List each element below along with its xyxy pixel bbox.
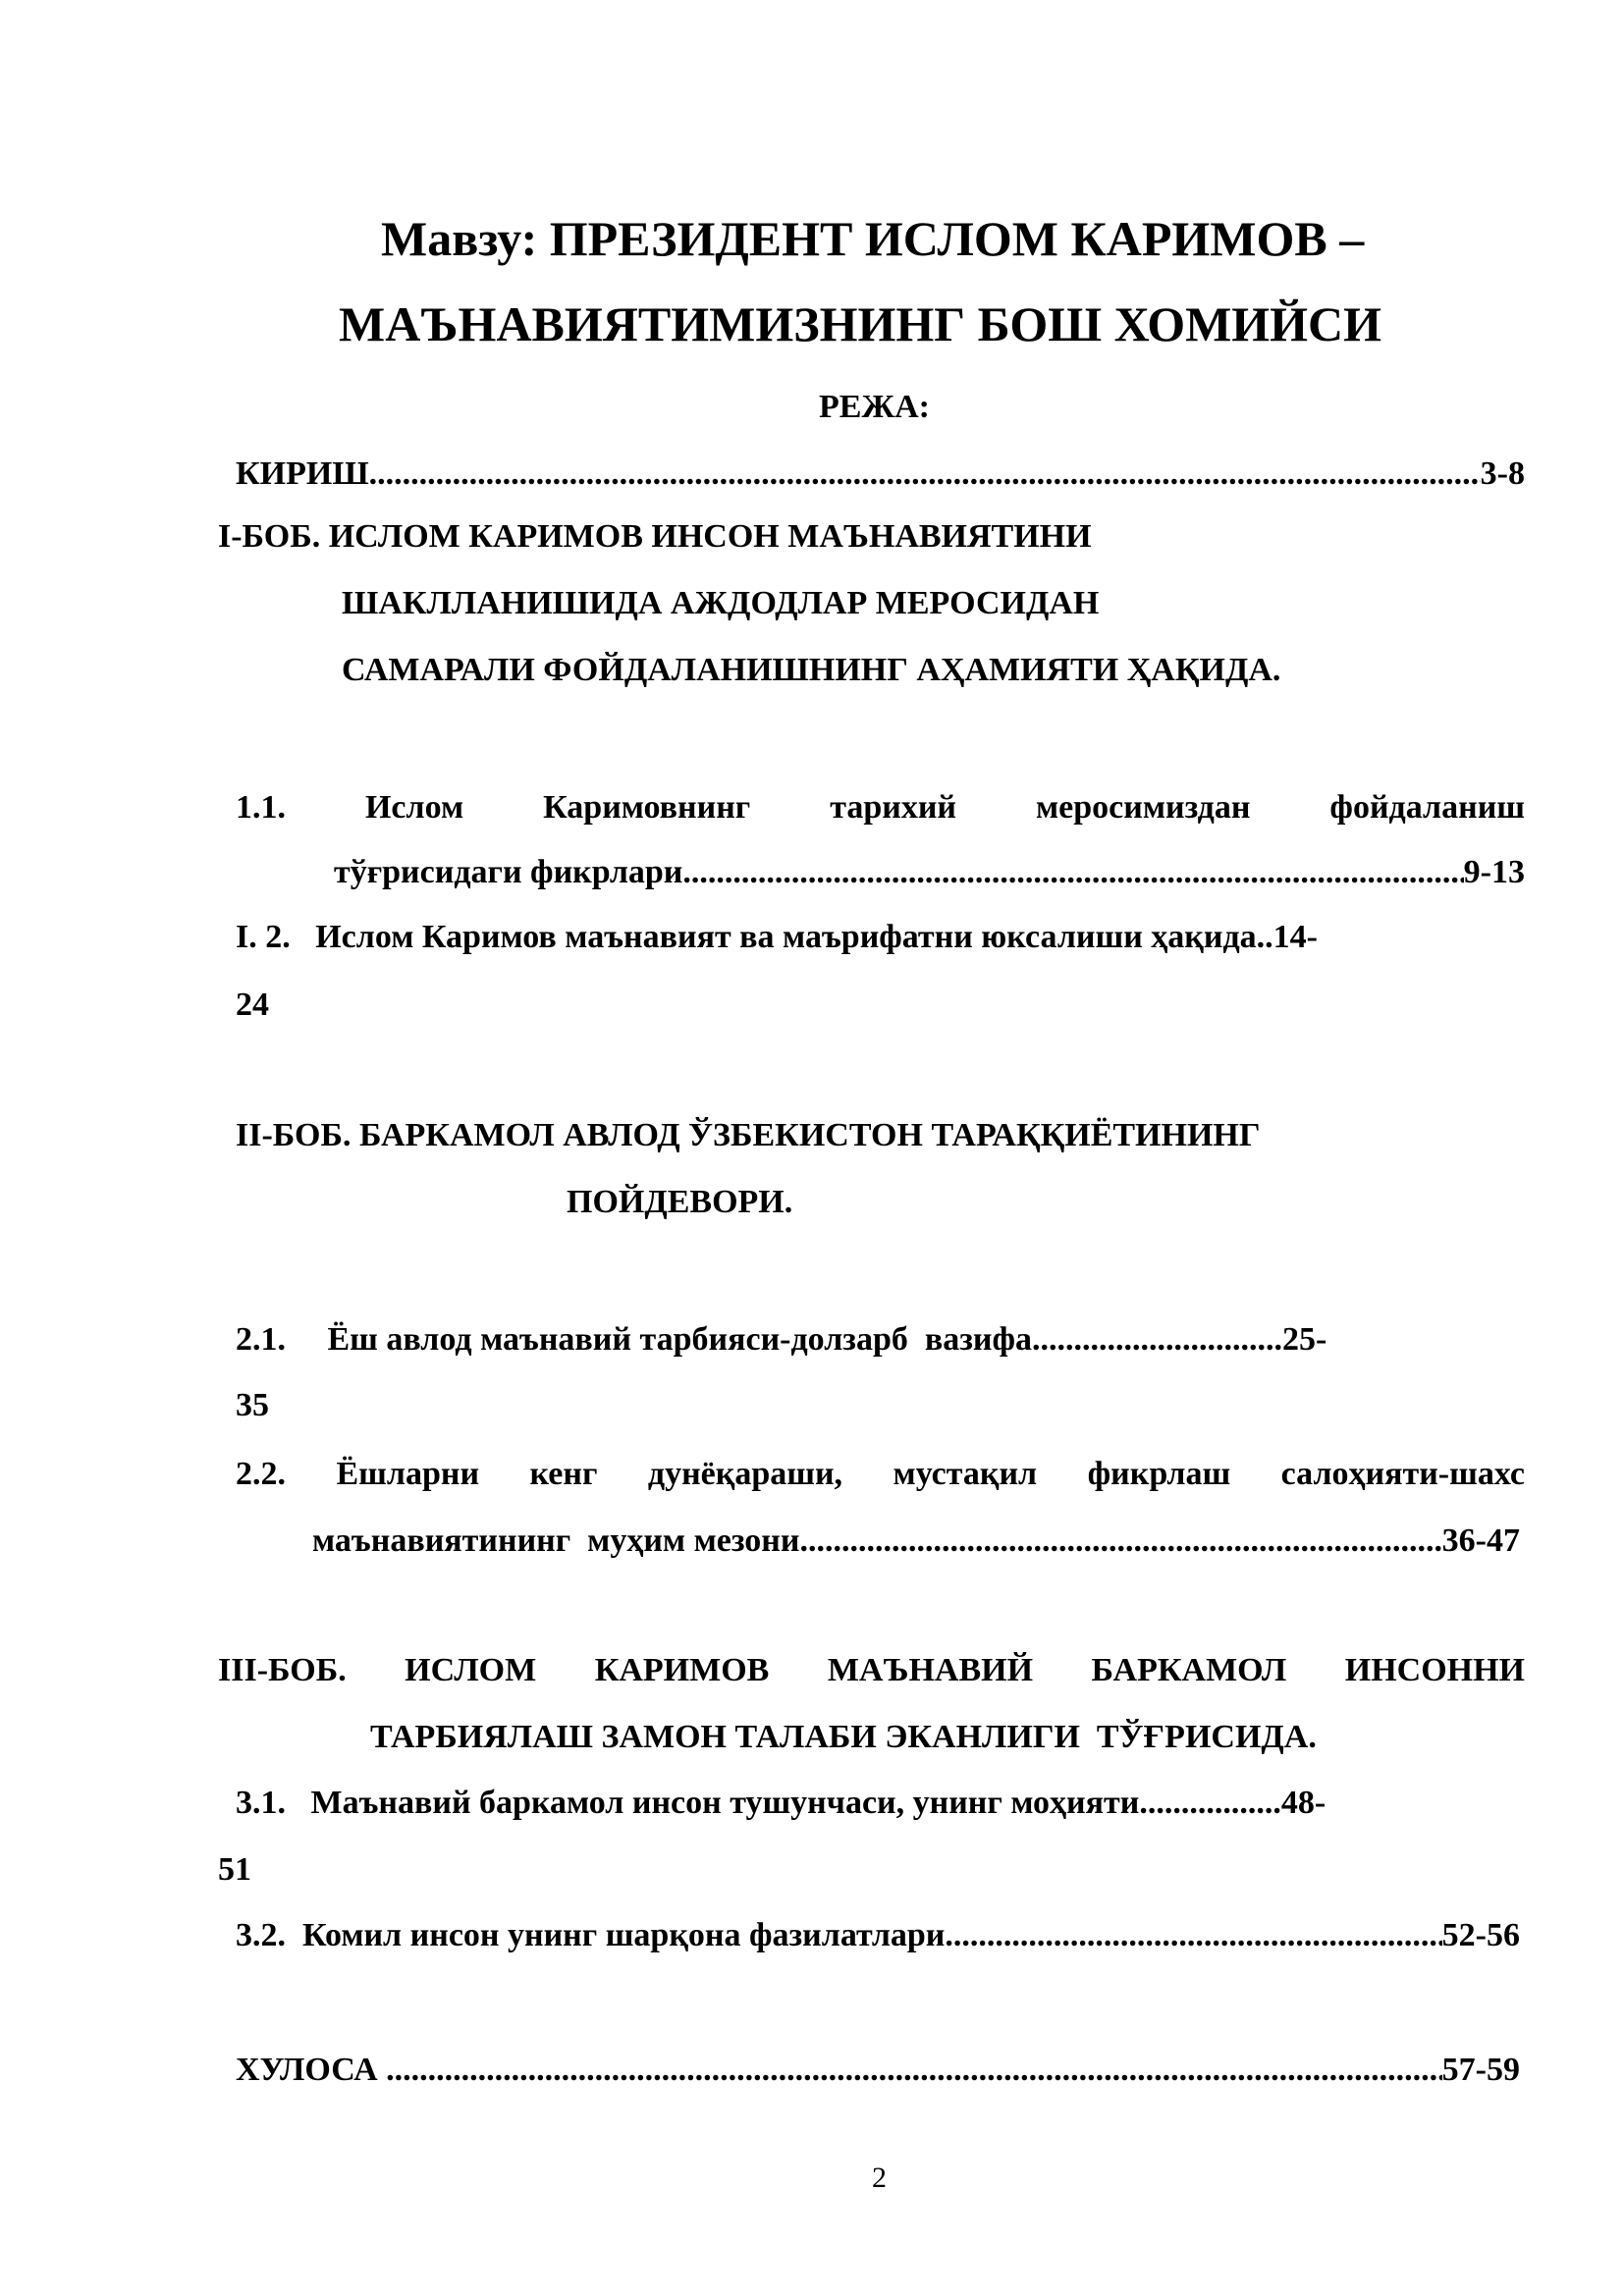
leader-dots	[682, 856, 1463, 889]
leader-dots	[945, 1919, 1441, 1952]
chapter-3-word: КАРИМОВ	[594, 1652, 770, 1688]
section-1-1-line-2	[334, 856, 1525, 889]
section-2-2-line-1	[236, 1458, 1525, 1491]
toc-conclusion	[236, 2054, 1520, 2087]
section-1-1-word: Ислом	[364, 789, 464, 826]
chapter-2-line-2: ПОЙДЕВОРИ.	[567, 1184, 793, 1220]
section-1-2-line-1: I. 2. Ислом Каримов маънавият ва маърифатни юксалиши ҳақида..14-	[236, 919, 1318, 955]
section-2-2-word: 2.2.	[236, 1456, 286, 1492]
leader-dots	[369, 457, 1481, 491]
chapter-1-line-3: САМАРАЛИ ФОЙДАЛАНИШНИНГ АҲАМИЯТИ ҲАҚИДА.	[342, 652, 1281, 688]
section-1-1-pages: 9-13	[1463, 854, 1525, 890]
section-1-1-word: фойдаланиш	[1329, 789, 1525, 826]
leader-dots	[386, 2054, 1442, 2087]
chapter-1-line-2: ШАКЛЛАНИШИДА АЖДОДЛАР МЕРОСИДАН	[342, 585, 1100, 621]
leader-dots	[800, 1524, 1442, 1558]
section-2-2-label: маънавиятининг муҳим мезони	[312, 1522, 800, 1559]
section-1-1-word: меросимиздан	[1036, 789, 1251, 826]
section-2-2-word: фикрлаш	[1087, 1456, 1231, 1492]
section-2-2-word: Ёшларни	[336, 1456, 480, 1492]
chapter-3-word: ИНСОННИ	[1344, 1652, 1525, 1688]
section-3-2-label: 3.2. Комил инсон унинг шарқона фазилатлари	[236, 1917, 946, 1953]
toc-intro-pages: 3-8	[1480, 455, 1525, 492]
toc-intro	[236, 457, 1525, 491]
toc-conclusion-label: ХУЛОСА	[236, 2052, 387, 2088]
chapter-1-line-1: I-БОБ. ИСЛОМ КАРИМОВ ИНСОН МАЪНАВИЯТИНИ	[218, 518, 1092, 555]
chapter-3-word: ИСЛОМ	[405, 1652, 537, 1688]
section-2-2-word: салоҳияти-шахс	[1280, 1456, 1525, 1492]
section-3-1-line-1: 3.1. Маънавий баркамол инсон тушунчаси, унинг моҳияти.................48-	[236, 1785, 1326, 1821]
chapter-3-word: МАЪНАВИЙ	[827, 1652, 1034, 1688]
section-1-1-line-1	[236, 791, 1525, 825]
title-line-2: МАЪНАВИЯТИМИЗНИНГ БОШ ХОМИЙСИ	[339, 296, 1382, 351]
section-2-2-line-2	[312, 1524, 1520, 1558]
section-1-1-label: тўғрисидаги фикрлари	[334, 854, 683, 890]
toc-conclusion-pages: 57-59	[1441, 2052, 1520, 2088]
section-1-2-line-2: 24	[236, 987, 269, 1023]
section-3-2-pages: 52-56	[1441, 1917, 1520, 1953]
section-2-2-word: дунёқараши,	[647, 1456, 843, 1492]
plan-heading: РЕЖА:	[819, 389, 930, 425]
chapter-3-word: III-БОБ.	[218, 1652, 347, 1688]
title-line-1: Мавзу: ПРЕЗИДЕНТ ИСЛОМ КАРИМОВ –	[381, 211, 1365, 266]
page-number: 2	[872, 2162, 887, 2194]
section-2-2-word: кенг	[529, 1456, 598, 1492]
section-2-2-word: мустақил	[893, 1456, 1038, 1492]
section-1-1-word: 1.1.	[236, 789, 286, 826]
chapter-3-line-2: ТАРБИЯЛАШ ЗАМОН ТАЛАБИ ЭКАНЛИГИ ТЎҒРИСИДА.	[370, 1719, 1317, 1755]
chapter-2-line-1: II-БОБ. БАРКАМОЛ АВЛОД ЎЗБЕКИСТОН ТАРАҚҚИЁТИНИНГ	[236, 1117, 1261, 1153]
section-1-1-word: Каримовнинг	[543, 789, 751, 826]
chapter-3-word: БАРКАМОЛ	[1091, 1652, 1287, 1688]
toc-intro-label: КИРИШ	[236, 455, 369, 492]
section-1-1-word: тарихий	[830, 789, 957, 826]
section-3-2	[236, 1919, 1520, 1952]
section-3-1-line-2: 51	[218, 1851, 251, 1888]
section-2-2-pages: 36-47	[1441, 1522, 1520, 1559]
chapter-3-line-1	[218, 1654, 1525, 1687]
section-2-1-line-2: 35	[236, 1387, 269, 1423]
section-2-1-line-1: 2.1. Ёш авлод маънавий тарбияси-долзарб вазифа..............................25-	[236, 1321, 1327, 1358]
